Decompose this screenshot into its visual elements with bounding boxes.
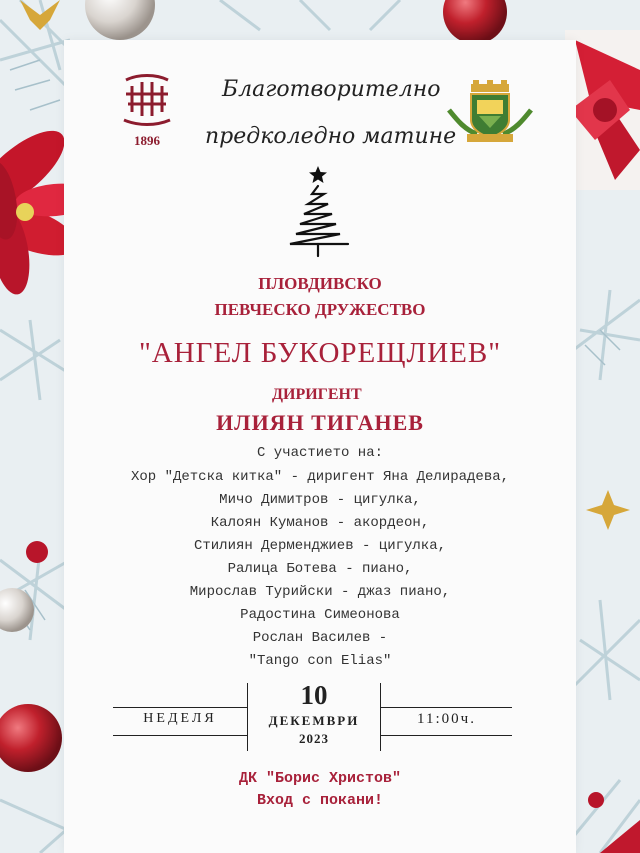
invitation-note: Вход с покани! [256, 792, 384, 809]
divider-right-bottom [380, 735, 512, 736]
list-item: Радостина Симеонова [240, 607, 400, 623]
conductor-name: ИЛИЯН ТИГАНЕВ [216, 410, 424, 435]
list-item: Ралица Ботева - пиано, [227, 561, 413, 577]
choir-line-2: ПЕВЧЕСКО ДРУЖЕСТВО [214, 300, 426, 319]
plovdiv-coat-of-arms-icon [447, 80, 533, 144]
list-item: Рослан Василев - [252, 630, 388, 646]
event-month: ДЕКЕМВРИ [268, 713, 360, 728]
list-item: Калоян Куманов - акордеон, [210, 515, 430, 531]
ensemble-name: "АНГЕЛ БУКОРЕЩЛИЕВ" [138, 337, 502, 369]
venue-name: ДК "Борис Христов" [238, 770, 402, 787]
event-time: 11:00ч. [417, 711, 476, 727]
society-emblem-icon [114, 72, 180, 128]
list-item: Мичо Димитров - цигулка, [219, 492, 421, 508]
list-item: "Tango con Elias" [248, 653, 392, 669]
emblem-year: 1896 [134, 133, 160, 148]
choir-line-1: ПЛОВДИВСКО [258, 274, 382, 293]
event-year: 2023 [299, 731, 329, 746]
conductor-label: ДИРИГЕНТ [272, 386, 362, 403]
participants-intro: С участието на: [256, 445, 384, 461]
event-day: 10 [300, 680, 328, 710]
list-item: Хор "Детска китка" - диригент Яна Делирадева, [130, 469, 510, 485]
divider-right-top [380, 707, 512, 708]
participants-list [0, 466, 640, 673]
divider-left-top [113, 707, 247, 708]
title-line-2: предколедно матине [205, 124, 457, 149]
divider-left-bottom [113, 735, 247, 736]
gift-bow-icon [565, 30, 640, 190]
christmas-tree-icon [282, 164, 356, 258]
list-item: Мирослав Турийски - джаз пиано, [189, 584, 451, 600]
event-weekday: НЕДЕЛЯ [143, 711, 217, 726]
list-item: Стилиян Дерменджиев - цигулка, [193, 538, 447, 554]
society-emblem [114, 72, 180, 148]
title-line-1: Благотворително [222, 77, 441, 102]
